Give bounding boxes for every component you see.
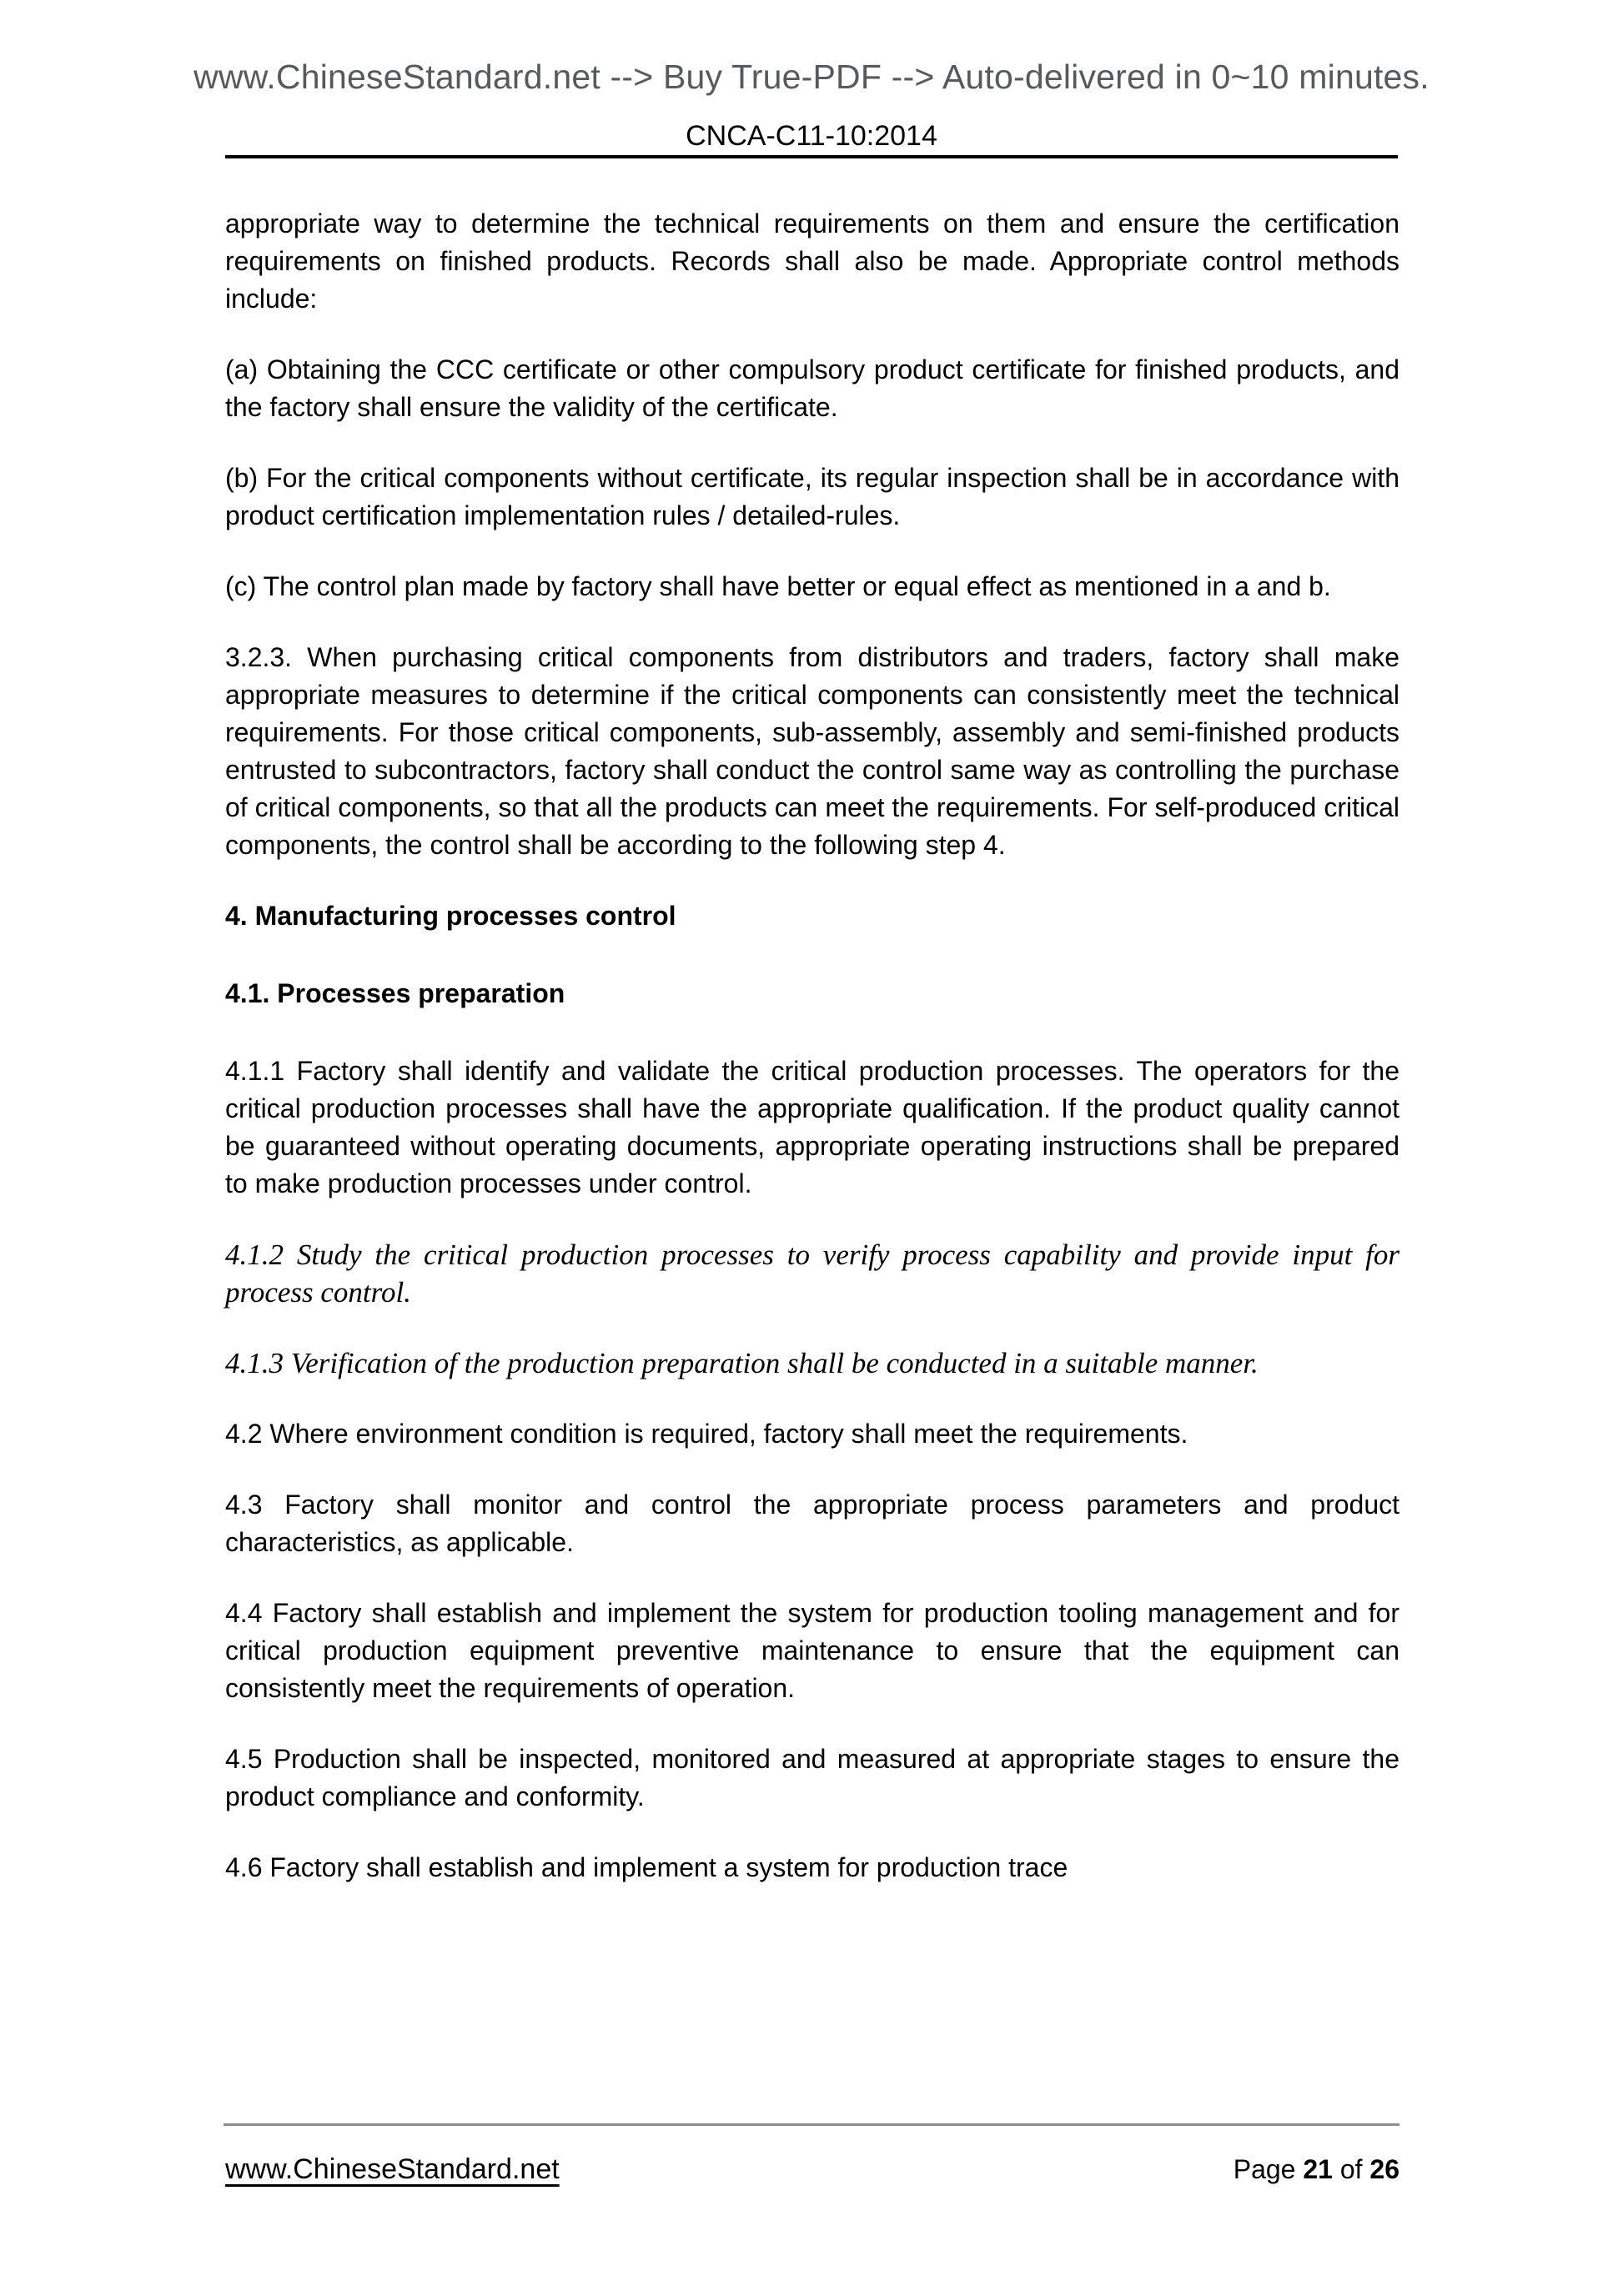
footer-rule: [224, 2123, 1399, 2126]
para-4-2: 4.2 Where environment condition is required, factory shall meet the requirements.: [225, 1419, 1188, 1449]
document-code: CNCA-C11-10:2014: [686, 120, 937, 152]
page-total: 26: [1369, 2154, 1399, 2184]
para-4-1-2: 4.1.2 Study the critical production processes to verify process capability and provide input for process control.: [225, 1238, 1399, 1309]
para-4-6: 4.6 Factory shall establish and implement a system for production trace: [225, 1852, 1068, 1882]
page-indicator: [1234, 2154, 1399, 2185]
page-word: Page: [1233, 2154, 1296, 2184]
para-4-1-3: 4.1.3 Verification of the production preparation shall be conducted in a suitable manner.: [225, 1347, 1259, 1379]
footer-site-link[interactable]: www.ChineseStandard.net: [225, 2153, 560, 2185]
para-continuation: appropriate way to determine the technical requirements on them and ensure the certification requirements on finished products. Records shall also be made. Appropriate control methods include:: [225, 208, 1399, 314]
footer: [225, 2153, 1399, 2186]
heading-4-1: 4.1. Processes preparation: [225, 978, 565, 1008]
header-banner: www.ChineseStandard.net --> Buy True-PDF --> Auto-delivered in 0~10 minutes.: [193, 58, 1430, 96]
para-3-2-3: 3.2.3. When purchasing critical components from distributors and traders, factory shall make appropriate measures to determine if the critical components can consistently meet the technical requirements. For those critical components, sub-assembly, assembly and semi-finished products entrusted to subcontractors, factory shall conduct the control same way as controlling the purchase of critical components, so that all the products can meet the requirements. For self-produced critical components, the control shall be according to the following step 4.: [225, 642, 1399, 860]
header-rule: [225, 155, 1398, 158]
para-4-1-1: 4.1.1 Factory shall identify and validate the critical production processes. The operators for the critical production processes shall have the appropriate qualification. If the product quality cannot be guaranteed without operating documents, appropriate operating instructions shall be prepared to make production processes under control.: [225, 1056, 1399, 1198]
para-4-5: 4.5 Production shall be inspected, monitored and measured at appropriate stages to ensure the product compliance and conformity.: [225, 1744, 1399, 1811]
page-number: 21: [1303, 2154, 1333, 2184]
of-word: of: [1339, 2154, 1363, 2184]
para-4-4: 4.4 Factory shall establish and implement the system for production tooling management and for critical production equipment preventive maintenance to ensure that the equipment can consistently meet the requirements of operation.: [225, 1598, 1399, 1703]
document-body: [225, 205, 1399, 1920]
para-item-c: (c) The control plan made by factory shall have better or equal effect as mentioned in a and b.: [225, 571, 1331, 601]
para-4-3: 4.3 Factory shall monitor and control the appropriate process parameters and product characteristics, as applicable.: [225, 1490, 1399, 1557]
para-item-b: (b) For the critical components without certificate, its regular inspection shall be in accordance with product certification implementation rules / detailed-rules.: [225, 463, 1399, 530]
para-item-a: (a) Obtaining the CCC certificate or other compulsory product certificate for finished products, and the factory shall ensure the validity of the certificate.: [225, 354, 1399, 422]
heading-4: 4. Manufacturing processes control: [225, 901, 676, 931]
